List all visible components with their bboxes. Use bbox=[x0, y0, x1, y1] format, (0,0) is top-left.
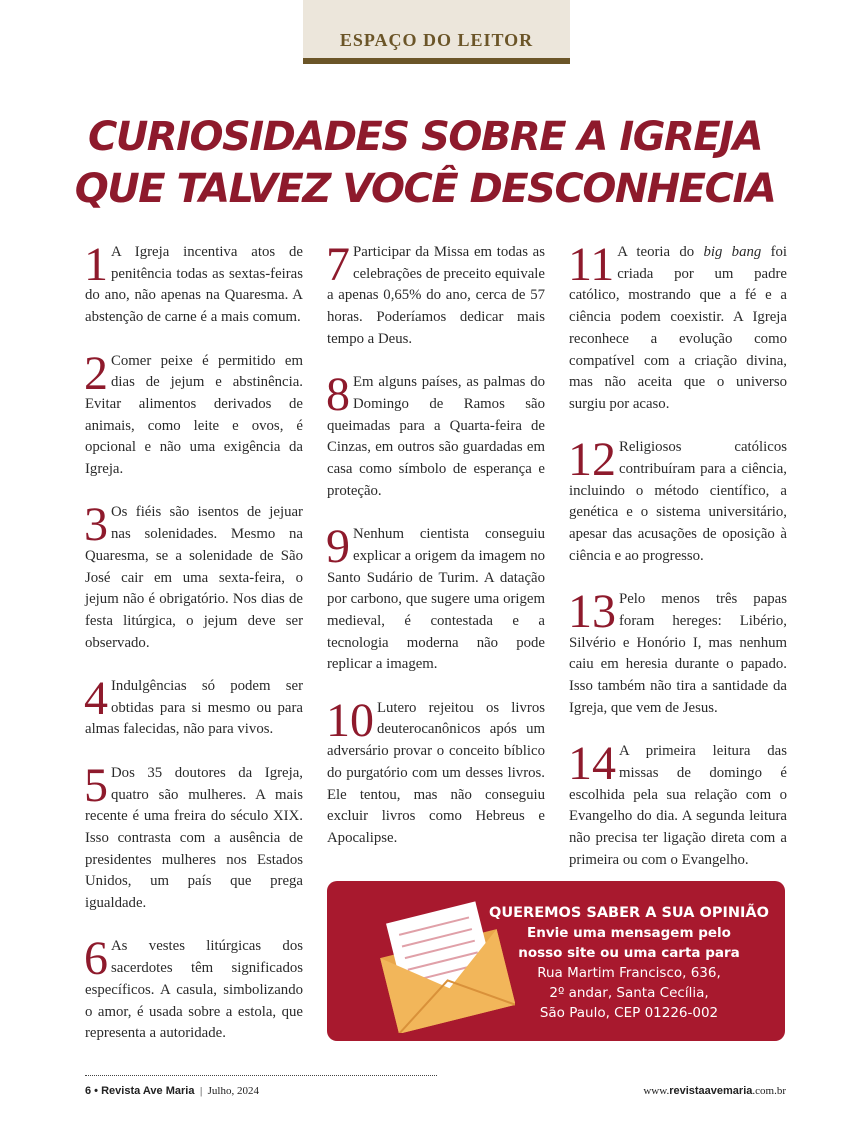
list-item bbox=[84, 346, 303, 481]
list-item bbox=[568, 737, 787, 871]
footer-bar: | bbox=[194, 1085, 208, 1097]
item-text: Comer peixe é permitido em dias de jejum e abstinência. Evitar alimentos derivados de animais, como leite e ovos, é opcional e não uma exigência da Igreja. bbox=[85, 352, 303, 478]
item-text: As vestes litúrgicas dos sacerdotes têm significados específicos. A casula, simbolizando o amor, é usada sobre a estola, que representa a autoridade. bbox=[85, 938, 303, 1042]
item-text-before: A teoria do bbox=[617, 244, 704, 260]
opinion-callout bbox=[327, 881, 785, 1041]
item-text-after: foi criada por um padre católico, mostrando que a fé e a ciência podem coexistir. A Igreja reconhece a evolução como compatível com a criação divina, mas não aceita que o universo surgiu por acaso. bbox=[569, 244, 788, 412]
footer-rule bbox=[85, 1075, 437, 1076]
column-1 bbox=[84, 238, 303, 1067]
callout-title: QUEREMOS SABER A SUA OPINIÃO bbox=[489, 905, 769, 921]
item-number: 3 bbox=[84, 498, 108, 552]
callout-line: Envie uma mensagem pelo bbox=[527, 925, 731, 941]
address-line: 2º andar, Santa Cecília, bbox=[549, 985, 709, 1001]
section-label: ESPAÇO DO LEITOR bbox=[339, 30, 534, 50]
item-text: A Igreja incentiva atos de penitência todas as sextas-feiras do ano, não apenas na Quaresma. A abstenção de carne é a mais comum. bbox=[85, 244, 303, 326]
list-item bbox=[326, 238, 545, 351]
column-2 bbox=[326, 238, 545, 871]
section-tab bbox=[303, 0, 570, 58]
magazine-name: Revista Ave Maria bbox=[101, 1085, 195, 1097]
list-item bbox=[84, 932, 303, 1045]
item-number: 10 bbox=[326, 693, 374, 747]
list-item bbox=[84, 672, 303, 741]
list-item bbox=[568, 433, 787, 567]
list-item bbox=[326, 520, 545, 676]
address-line: São Paulo, CEP 01226-002 bbox=[539, 1005, 719, 1021]
footer-left bbox=[85, 1085, 259, 1097]
headline-line-2: QUE TALVEZ VOCÊ DESCONHECIA bbox=[74, 166, 776, 212]
item-number: 4 bbox=[84, 672, 108, 726]
item-text: Nenhum cientista conseguiu explicar a origem da imagem no Santo Sudário de Turim. A datação por carbono, que sugere uma origem medieval, é contestada e a tecnologia moderna não pode replicar a imagem. bbox=[327, 526, 545, 673]
callout-text bbox=[481, 903, 777, 1023]
headline-line-1: CURIOSIDADES SOBRE A IGREJA bbox=[87, 114, 763, 160]
callout-line: nosso site ou uma carta para bbox=[518, 945, 740, 961]
item-text: Os fiéis são isentos de jejuar nas solenidades. Mesmo na Quaresma, se a solenidade de São José cair em uma sexta-feira, o jejum não é obrigatório. Nos dias de festa litúrgica, o jejum deve ser observado. bbox=[85, 504, 303, 651]
url-prefix: www. bbox=[643, 1085, 670, 1097]
item-number: 14 bbox=[568, 737, 616, 791]
section-rule bbox=[303, 58, 570, 64]
item-text: Indulgências só podem ser obtidas para si mesmo ou para almas falecidas, não para vivos. bbox=[85, 678, 303, 738]
list-item bbox=[326, 368, 545, 502]
item-number: 13 bbox=[568, 585, 616, 639]
url-domain: revistaavemaria bbox=[669, 1085, 753, 1097]
item-text: Pelo menos três papas foram hereges: Libério, Silvério e Honório I, mas nenhum caiu em heresia durante o papado. Isso também não tira a santidade da Igreja, que vem de Jesus. bbox=[569, 591, 787, 716]
item-number: 1 bbox=[84, 238, 108, 291]
item-number: 12 bbox=[568, 433, 616, 487]
item-number: 6 bbox=[84, 932, 108, 986]
item-text: Lutero rejeitou os livros deuterocanônicos após um adversário provar o conceito bíblico do purgatório com um desses livros. Ele tentou, mas não conseguiu excluir livros como Hebreus e Apocalipse. bbox=[327, 699, 545, 846]
issue-date: Julho, 2024 bbox=[207, 1085, 259, 1097]
footer-url bbox=[643, 1085, 786, 1097]
footer-separator: • bbox=[91, 1085, 102, 1097]
item-number: 7 bbox=[326, 238, 350, 291]
list-item bbox=[568, 238, 788, 416]
item-text: Religiosos católicos contribuíram para a ciência, incluindo o método científico, a genética e o sistema universitário, apesar das acusações de oposição à ciência e ao progresso. bbox=[569, 439, 787, 564]
item-text-emphasis: big bang bbox=[703, 244, 762, 260]
item-number: 5 bbox=[84, 758, 108, 812]
column-3 bbox=[568, 238, 788, 893]
list-item bbox=[84, 758, 303, 915]
item-text: Dos 35 doutores da Igreja, quatro são mulheres. A mais recente é uma freira do século XIX. Isso contrasta com a ausência de presidentes mulheres nos Estados Unidos, um país que prega igualdade. bbox=[85, 764, 303, 912]
item-text: A primeira leitura das missas de domingo é escolhida pela sua relação com o Evangelho do dia. A segunda leitura não precisa ter ligação direta com a primeira ou com o Evangelho. bbox=[569, 743, 787, 868]
url-suffix: .com.br bbox=[752, 1085, 786, 1097]
item-number: 11 bbox=[568, 238, 615, 291]
item-number: 2 bbox=[84, 346, 108, 400]
list-item bbox=[84, 238, 303, 329]
list-item bbox=[326, 693, 545, 850]
item-number: 9 bbox=[326, 520, 350, 574]
list-item bbox=[84, 498, 303, 654]
item-number: 8 bbox=[326, 368, 350, 422]
item-text: Em alguns países, as palmas do Domingo de Ramos são queimadas para a Quarta-feira de Cinzas, em outros são guardadas em casa como símbolo de esperança e proteção. bbox=[327, 374, 545, 499]
item-text: Participar da Missa em todas as celebrações de preceito equivale a apenas 0,65% do ano, cerca de 57 horas. Poderíamos dedicar mais tempo a Deus. bbox=[327, 244, 545, 347]
address-line: Rua Martim Francisco, 636, bbox=[537, 965, 721, 981]
list-item bbox=[568, 585, 787, 719]
page-number: 6 bbox=[85, 1085, 92, 1097]
